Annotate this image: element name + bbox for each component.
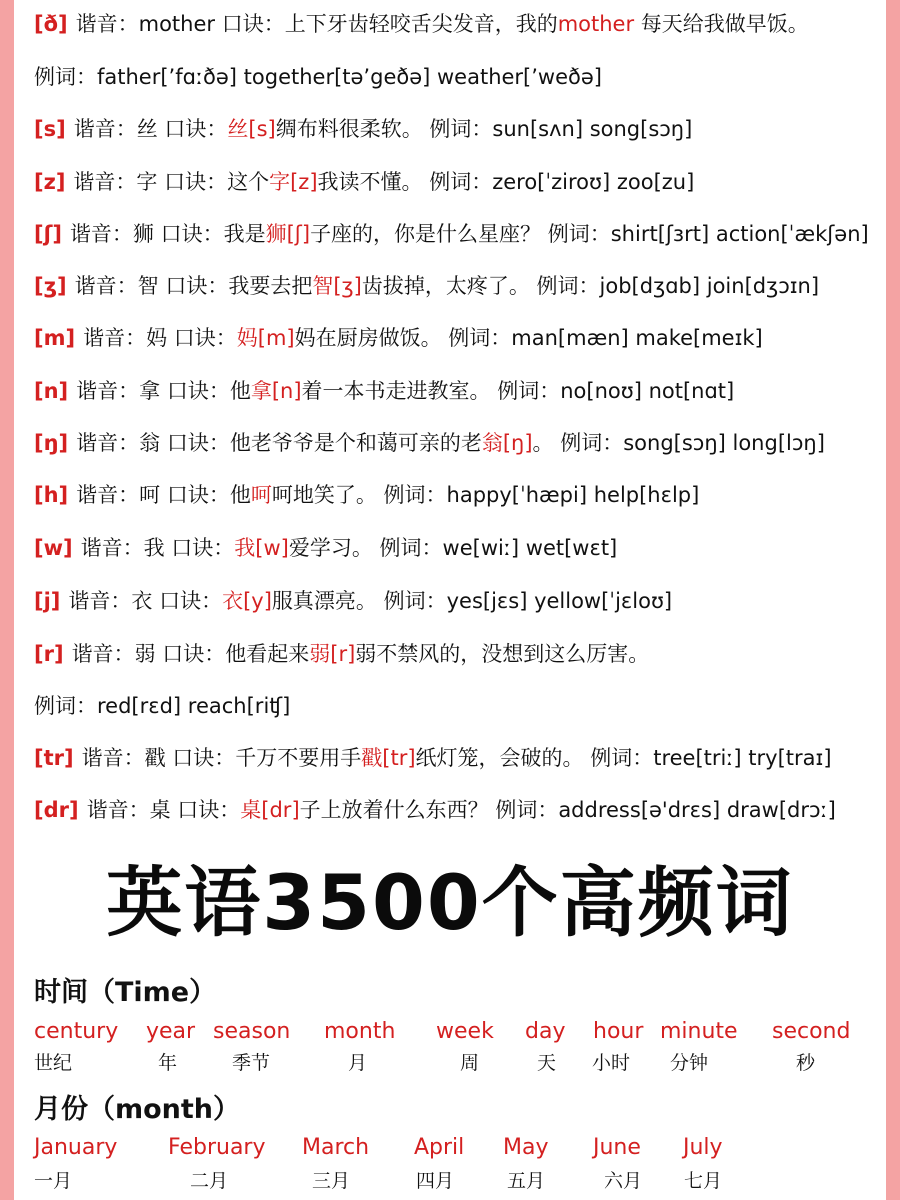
vocab-word: season [213,1019,291,1044]
vocab-word: hour [593,1019,644,1044]
line-text: 例词：red[rɛd] reach[riʧ] [34,694,291,718]
line-text: 齿拔掉，太疼了。 例词：job[dʒɑb] join[dʒɔɪn] [361,274,820,298]
line-text: 弱不禁风的，没想到这么厉害。 [355,642,650,666]
phonetic-symbol: [s] [34,117,66,141]
phonetic-symbol: [j] [34,589,61,613]
phonics-line-r [34,639,880,669]
phonetic-symbol: [n] [34,379,69,403]
line-text: 妈在厨房做饭。 例词：man[mæn] make[meɪk] [294,326,763,350]
vocab-meaning: 二月 [190,1170,229,1192]
highlight-text: 戳[tr] [361,746,416,770]
phonics-examples-eth [34,62,880,92]
vocab-meaning: 世纪 [34,1052,73,1074]
line-text: 谐音：戳 口诀：千万不要用手 [81,746,362,770]
phonetic-symbol: [ð] [34,12,68,36]
line-text: 。 例词：song[sɔŋ] long[lɔŋ] [532,431,825,455]
highlight-text: 呵 [250,483,272,507]
vocab-word: month [324,1019,396,1044]
vocab-meaning: 六月 [604,1170,643,1192]
phonics-line-s [34,114,880,144]
highlight-text: 狮[ʃ] [265,222,311,246]
vocab-meaning: 五月 [507,1170,546,1192]
line-text: 谐音：衣 口诀： [68,589,223,613]
vocab-meaning: 季节 [232,1052,271,1074]
page-title: 英语3500个高频词 [106,858,794,947]
line-text: 谐音：丝 口诀： [73,117,228,141]
time-section-heading: 时间（Time） [34,977,217,1008]
phonetic-symbol: [ʒ] [34,274,67,298]
vocab-word: June [593,1135,641,1160]
vocab-word: minute [660,1019,738,1044]
vocab-word: day [525,1019,566,1044]
phonics-line-ng [34,428,880,458]
phonetic-symbol: [m] [34,326,76,350]
phonetic-symbol: [ŋ] [34,431,69,455]
vocab-meaning: 月 [348,1052,368,1074]
vocab-meaning: 一月 [34,1170,73,1192]
line-text: 谐音：桌 口诀： [86,798,241,822]
phonics-line-dr [34,795,880,825]
line-text: 子座的，你是什么星座？ 例词：shirt[ʃɜrt] action[ˈækʃən] [310,222,869,246]
vocab-meaning: 四月 [416,1170,455,1192]
line-text: 呵地笑了。 例词：happy[ˈhæpi] help[hɛlp] [271,483,700,507]
line-text: 谐音：呵 口诀：他 [76,483,251,507]
phonics-line-zh [34,271,880,301]
vocab-meaning: 年 [158,1052,178,1074]
vocab-meaning: 秒 [796,1052,816,1074]
phonics-line-tr [34,743,880,773]
vocab-word: July [683,1135,723,1160]
vocab-word: February [168,1135,266,1160]
vocab-meaning: 七月 [684,1170,723,1192]
line-text: 谐音：mother 口诀：上下牙齿轻咬舌尖发音，我的 [75,12,558,36]
highlight-text: mother [557,12,635,36]
phonics-line-h [34,480,880,510]
highlight-text: 拿[n] [250,379,302,403]
line-text: 例词：father[’fɑːðə] together[tə’geðə] weather[’weðə] [34,65,602,89]
phonetic-symbol: [z] [34,170,66,194]
highlight-text: 丝[s] [227,117,276,141]
highlight-text: 我[w] [234,536,289,560]
phonics-line-n [34,376,880,406]
line-text: 子上放着什么东西？ 例词：address[ə'drɛs] draw[drɔː] [299,798,836,822]
phonetic-symbol: [ʃ] [34,222,62,246]
line-text: 服真漂亮。 例词：yes[jɛs] yellow[ˈjɛloʊ] [271,589,673,613]
vocab-meaning: 天 [537,1052,557,1074]
vocab-meaning: 三月 [312,1170,351,1192]
phonics-line-m [34,323,880,353]
highlight-text: 字[z] [269,170,318,194]
highlight-text: 智[ʒ] [312,274,362,298]
line-text: 谐音：翁 口诀：他老爷爷是个和蔼可亲的老 [76,431,482,455]
phonics-line-sh [34,219,880,249]
line-text: 谐音：智 口诀：我要去把 [74,274,313,298]
phonetic-symbol: [r] [34,642,64,666]
vocab-word: year [146,1019,196,1044]
vocab-word: second [772,1019,851,1044]
vocab-word: week [436,1019,494,1044]
line-text: 每天给我做早饭。 [640,12,809,36]
vocab-word: century [34,1019,119,1044]
highlight-text: 翁[ŋ] [481,431,533,455]
line-text: 爱学习。 例词：we[wiː] wet[wɛt] [288,536,618,560]
phonics-line-w [34,533,880,563]
phonetic-symbol: [w] [34,536,73,560]
highlight-text: 妈[m] [236,326,295,350]
phonetic-symbol: [h] [34,483,69,507]
month-section-heading: 月份（month） [34,1094,241,1125]
vocab-word: January [34,1135,118,1160]
line-text: 谐音：字 口诀：这个 [73,170,270,194]
line-text: 绸布料很柔软。 例词：sun[sʌn] song[sɔŋ] [275,117,693,141]
highlight-text: 衣[y] [222,589,272,613]
phonetic-symbol: [dr] [34,798,79,822]
phonics-line-j [34,586,880,616]
line-text: 谐音：弱 口诀：他看起来 [71,642,310,666]
phonetic-symbol: [tr] [34,746,74,770]
vocab-meaning: 分钟 [670,1052,709,1074]
line-text: 谐音：妈 口诀： [83,326,237,350]
line-text: 谐音：拿 口诀：他 [76,379,251,403]
vocab-word: May [503,1135,549,1160]
highlight-text: 桌[dr] [240,798,300,822]
vocab-meaning: 周 [460,1052,480,1074]
phonics-examples-r [34,691,880,721]
phonics-line-z [34,167,880,197]
vocab-meaning: 小时 [592,1052,631,1074]
phonics-line-eth [34,9,880,39]
line-text: 纸灯笼，会破的。 例词：tree[triː] try[traɪ] [415,746,832,770]
vocab-word: March [302,1135,370,1160]
line-text: 谐音：狮 口诀：我是 [69,222,266,246]
highlight-text: 弱[r] [309,642,356,666]
line-text: 着一本书走进教室。 例词：no[noʊ] not[nɑt] [301,379,735,403]
line-text: 我读不懂。 例词：zero[ˈziroʊ] zoo[zu] [317,170,695,194]
document-page [14,0,886,1200]
line-text: 谐音：我 口诀： [80,536,235,560]
vocab-word: April [414,1135,465,1160]
